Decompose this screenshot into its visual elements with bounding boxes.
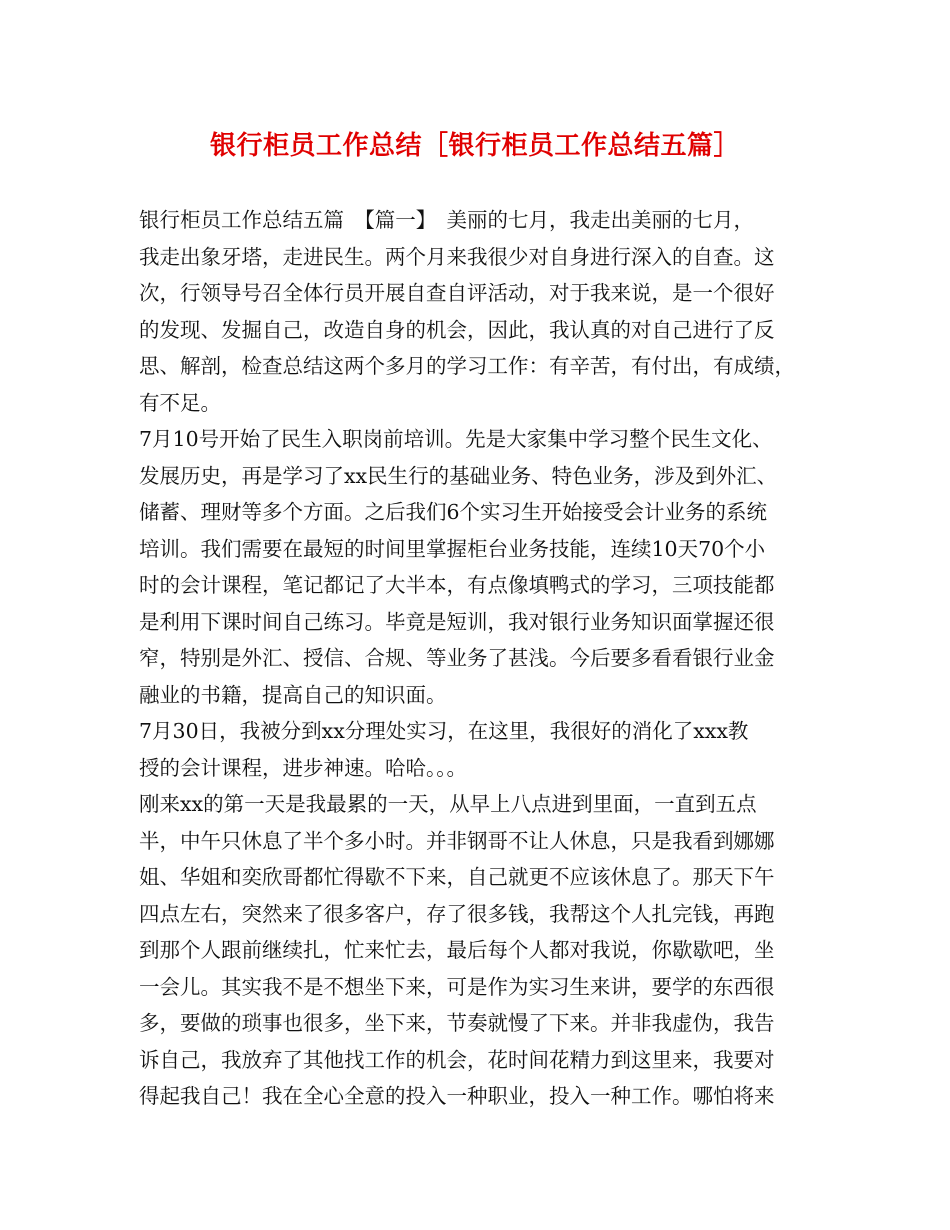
- body-line: 思、解剖，检查总结这两个多月的学习工作：有辛苦，有付出，有成绩，: [139, 354, 795, 378]
- body-line: 刚来xx的第一天是我最累的一天，从早上八点进到里面，一直到五点: [139, 792, 757, 816]
- body-line: 银行柜员工作总结五篇 【篇一】 美丽的七月，我走出美丽的七月，: [139, 208, 754, 232]
- body-line: 诉自己，我放弃了其他找工作的机会，花时间花精力到这里来，我要对: [139, 1047, 775, 1072]
- body-line: 一会儿。其实我不是不想坐下来，可是作为实习生来讲，要学的东西很: [139, 974, 775, 999]
- body-line: 窄，特别是外汇、授信、合规、等业务了甚浅。今后要多看看银行业金: [139, 646, 775, 670]
- body-line: 我走出象牙塔，走进民生。两个月来我很少对自身进行深入的自查。这: [139, 244, 775, 269]
- document-title: 银行柜员工作总结［银行柜员工作总结五篇］: [209, 131, 740, 161]
- document-body: [139, 202, 839, 1115]
- body-line: 7月10号开始了民生入职岗前培训。先是大家集中学习整个民生文化、: [139, 427, 773, 451]
- body-line: 授的会计课程，进步神速。哈哈。。。: [139, 755, 467, 780]
- body-line: 时的会计课程，笔记都记了大半本，有点像填鸭式的学习，三项技能都: [139, 573, 775, 597]
- body-line: 培训。我们需要在最短的时间里掌握柜台业务技能，连续10天70个小: [139, 536, 766, 561]
- body-line: 的发现、发掘自己，改造自身的机会，因此，我认真的对自己进行了反: [139, 317, 775, 342]
- body-line: 四点左右，突然来了很多客户，存了很多钱，我帮这个人扎完钱，再跑: [139, 901, 775, 926]
- body-line: 7月30日，我被分到xx分理处实习，在这里，我很好的消化了xxx教: [139, 719, 749, 743]
- body-line: 是利用下课时间自己练习。毕竟是短训，我对银行业务知识面掌握还很: [139, 609, 775, 634]
- body-line: 发展历史，再是学习了xx民生行的基础业务、特色业务，涉及到外汇、: [139, 463, 778, 488]
- body-line: 得起我自己！我在全心全意的投入一种职业，投入一种工作。哪怕将来: [139, 1084, 775, 1108]
- body-line: 多，要做的琐事也很多，坐下来，节奏就慢了下来。并非我虚伪，我告: [139, 1011, 775, 1035]
- body-line: 融业的书籍，提高自己的知识面。: [139, 682, 447, 707]
- body-line: 储蓄、理财等多个方面。之后我们6个实习生开始接受会计业务的系统: [139, 500, 768, 524]
- body-line: 半，中午只休息了半个多小时。并非钢哥不让人休息，只是我看到娜娜: [139, 828, 775, 853]
- body-line: 有不足。: [139, 390, 221, 415]
- body-line: 到那个人跟前继续扎，忙来忙去，最后每个人都对我说，你歇歇吧，坐: [139, 938, 775, 962]
- body-line: 姐、华姐和奕欣哥都忙得歇不下来，自己就更不应该休息了。那天下午: [139, 865, 775, 889]
- body-line: 次，行领导号召全体行员开展自查自评活动，对于我来说，是一个很好: [139, 281, 775, 305]
